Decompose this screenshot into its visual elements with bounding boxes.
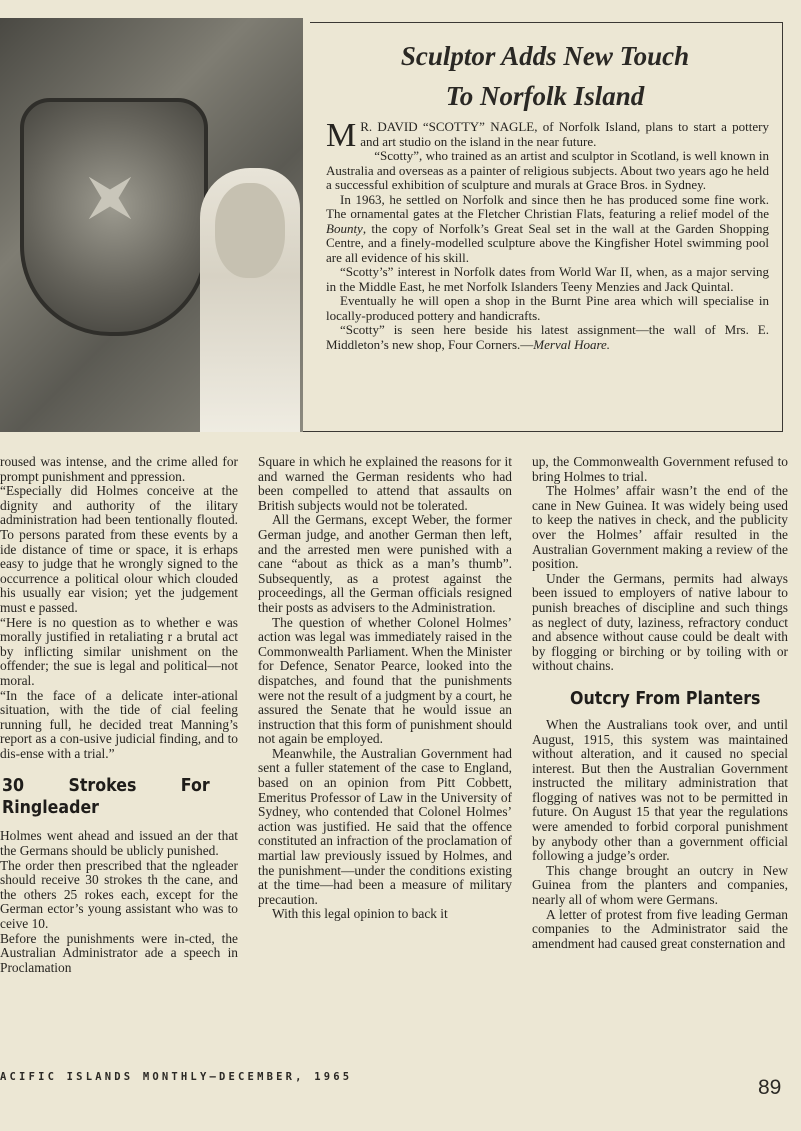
running-footer: ACIFIC ISLANDS MONTHLY—DECEMBER, 1965: [0, 1071, 353, 1083]
frame-rule-bottom: [303, 431, 783, 432]
article-column-3: [532, 455, 788, 951]
column-paragraph: Before the punishments were in-cted, the Australian Administrator ade a speech in Proclamation: [0, 930, 238, 975]
column-paragraph: A letter of protest from five leading German companies to the Administrator said the amendment had caused great consternation and: [532, 906, 788, 951]
column-paragraph: The Holmes’ affair wasn’t the end of the cane in New Guinea. It was widely being used to keep the natives in check, and the publicity over the Holmes’ affair resulted in the Australian Government making a review of the position.: [532, 483, 788, 572]
norfolk-seal-relief: [20, 98, 208, 336]
frame-rule-right: [782, 22, 783, 432]
column-paragraph: This change brought an outcry in New Guinea from the planters and companies, nearly all of whom were Germans.: [532, 862, 788, 908]
ship-name: Bounty: [326, 220, 363, 236]
feature-text: “Scotty” is seen here beside his latest assignment—the wall of Mrs. E. Middleton’s new shop, Four Corners.—: [326, 322, 769, 352]
column-paragraph: Square in which he explained the reasons for it and warned the German residents who had been compelled to attend that assaults on British subjects would not be tolerated.: [258, 454, 512, 513]
headline-line-1: Sculptor Adds New Touch: [400, 41, 690, 71]
feature-paragraph: [326, 323, 769, 352]
column-paragraph: The order then prescribed that the ngleader should receive 30 strokes th the cane, and the others 25 rokes each, except for the German ector’s young assistant who was to ceive 10.: [0, 857, 238, 932]
column-paragraph: Under the Germans, permits had always been issued to employers of native labour to punish breaches of discipline and such things as neglect of duty, laziness, refractory conduct and absence without cause could be dealt with by flogging or birching or by toiling with or without chains.: [532, 570, 788, 674]
column-paragraph: Meanwhile, the Australian Government had sent a fuller statement of the case to England, based on an opinion from Pitt Cobbett, Emeritus Professor of Law in the University of Sydney, who contended that Colonel Holmes’ action was justified. He said that the offence constituted an infraction of the proclamation of martial law previously issued by Holmes, and the punishment—under the conditions existing at the time—had been a measure of military precaution.: [258, 745, 512, 907]
feature-paragraph: [326, 193, 769, 266]
sculptor-head: [215, 183, 285, 278]
column-paragraph: roused was intense, and the crime alled for prompt punishment and ppression.: [0, 454, 238, 484]
feature-paragraph: [326, 117, 769, 154]
feature-headline: [330, 36, 760, 116]
section-heading-planters: Outcry From Planters: [570, 687, 761, 709]
frame-rule-top: [310, 22, 782, 23]
drop-cap: M: [326, 117, 357, 154]
article-column-2: [258, 455, 512, 922]
feature-paragraph: “Scotty’s” interest in Norfolk dates from World War II, when, as a major serving in the Middle East, he met Norfolk Islanders Teeny Menzies and Jack Quintal.: [326, 264, 769, 294]
column-paragraph: Holmes went ahead and issued an der that the Germans should be ublicly punished.: [0, 828, 238, 859]
section-heading-ringleader: 30 Strokes For Ringleader: [2, 775, 210, 819]
column-paragraph: “Here is no question as to whether e was morally justified in retaliating r a brutal act by inflicting similar unishment on the offender; the sue is legal and political—not moral.: [0, 614, 238, 688]
feature-text: , the copy of Norfolk’s Great Seal set in the wall at the Garden Shopping Centre, and a finely-modelled sculpture above the Kingfisher Hotel swimming pool are all evidence of his skill.: [326, 220, 769, 265]
column-paragraph: With this legal opinion to back it: [272, 906, 448, 922]
column-paragraph: “In the face of a delicate inter-ational situation, with the tide of cial feeling running full, he decided treat Manning’s report as a con-usive judicial finding, and to dis-ense with a trial.”: [0, 687, 238, 761]
column-paragraph: “Especially did Holmes conceive at the dignity and authority of the ilitary administration had been tentionally flouted. To persons parated from these events by a ide distance of time or space, it is erhaps easy to judge that he wrongly signed to the occurrence a political olour which clouded his usually ear vision; yet the judgement must e passed.: [0, 483, 238, 615]
column-paragraph: All the Germans, except Weber, the former German judge, and another German then left, and the arrested men were punished with a cane “about as thick as a man’s thumb”. Subsequently, as a protest against the proceedings, all the German officials resigned their posts as advisers to the Administration.: [258, 512, 512, 615]
column-paragraph: When the Australians took over, and until August, 1915, this system was maintained without alteration, and it caused no special interest. But then the Australian Government instructed the military administration that flogging of natives was not to be permitted in future. On August 15 that year the regulations were amended to forbid corporal punishment by anybody other than a government official following a judge’s order.: [532, 716, 788, 864]
feature-text: R. DAVID “SCOTTY” NAGLE, of Norfolk Island, plans to start a pottery and art studio on the island in the near future.: [360, 119, 769, 149]
feature-paragraph: Eventually he will open a shop in the Burnt Pine area which will specialise in locally-produced pottery and handicrafts.: [326, 293, 769, 323]
photo-credit: Merval Hoare.: [533, 336, 611, 352]
feature-body: [326, 117, 769, 352]
feature-text: In 1963, he settled on Norfolk and since then he has produced some fine work. The ornamental gates at the Fletcher Christian Flats, featuring a relief model of the: [326, 191, 769, 221]
article-column-1: [0, 455, 238, 975]
column-paragraph: The question of whether Colonel Holmes’ action was legal was immediately raised in the Commonwealth Parliament. When the Minister for Defence, Senator Pearce, looked into the dispatches, and found that the punishments were not the result of a judgment by a court, he assured the Senate that he would issue an instruction that this form of punishment should not again be employed.: [258, 614, 512, 747]
headline-line-2: To Norfolk Island: [445, 81, 645, 111]
sculptor-photo: [0, 18, 303, 432]
feature-paragraph: “Scotty”, who trained as an artist and sculptor in Scotland, is well known in Australia and overseas as a painter of religious subjects. About two years ago he held a successful exhibition of sculpture and murals at Grace Bros. in Sydney.: [326, 148, 769, 192]
page-number: 89: [758, 1076, 782, 1099]
column-paragraph: up, the Commonwealth Government refused to bring Holmes to trial.: [532, 454, 788, 484]
